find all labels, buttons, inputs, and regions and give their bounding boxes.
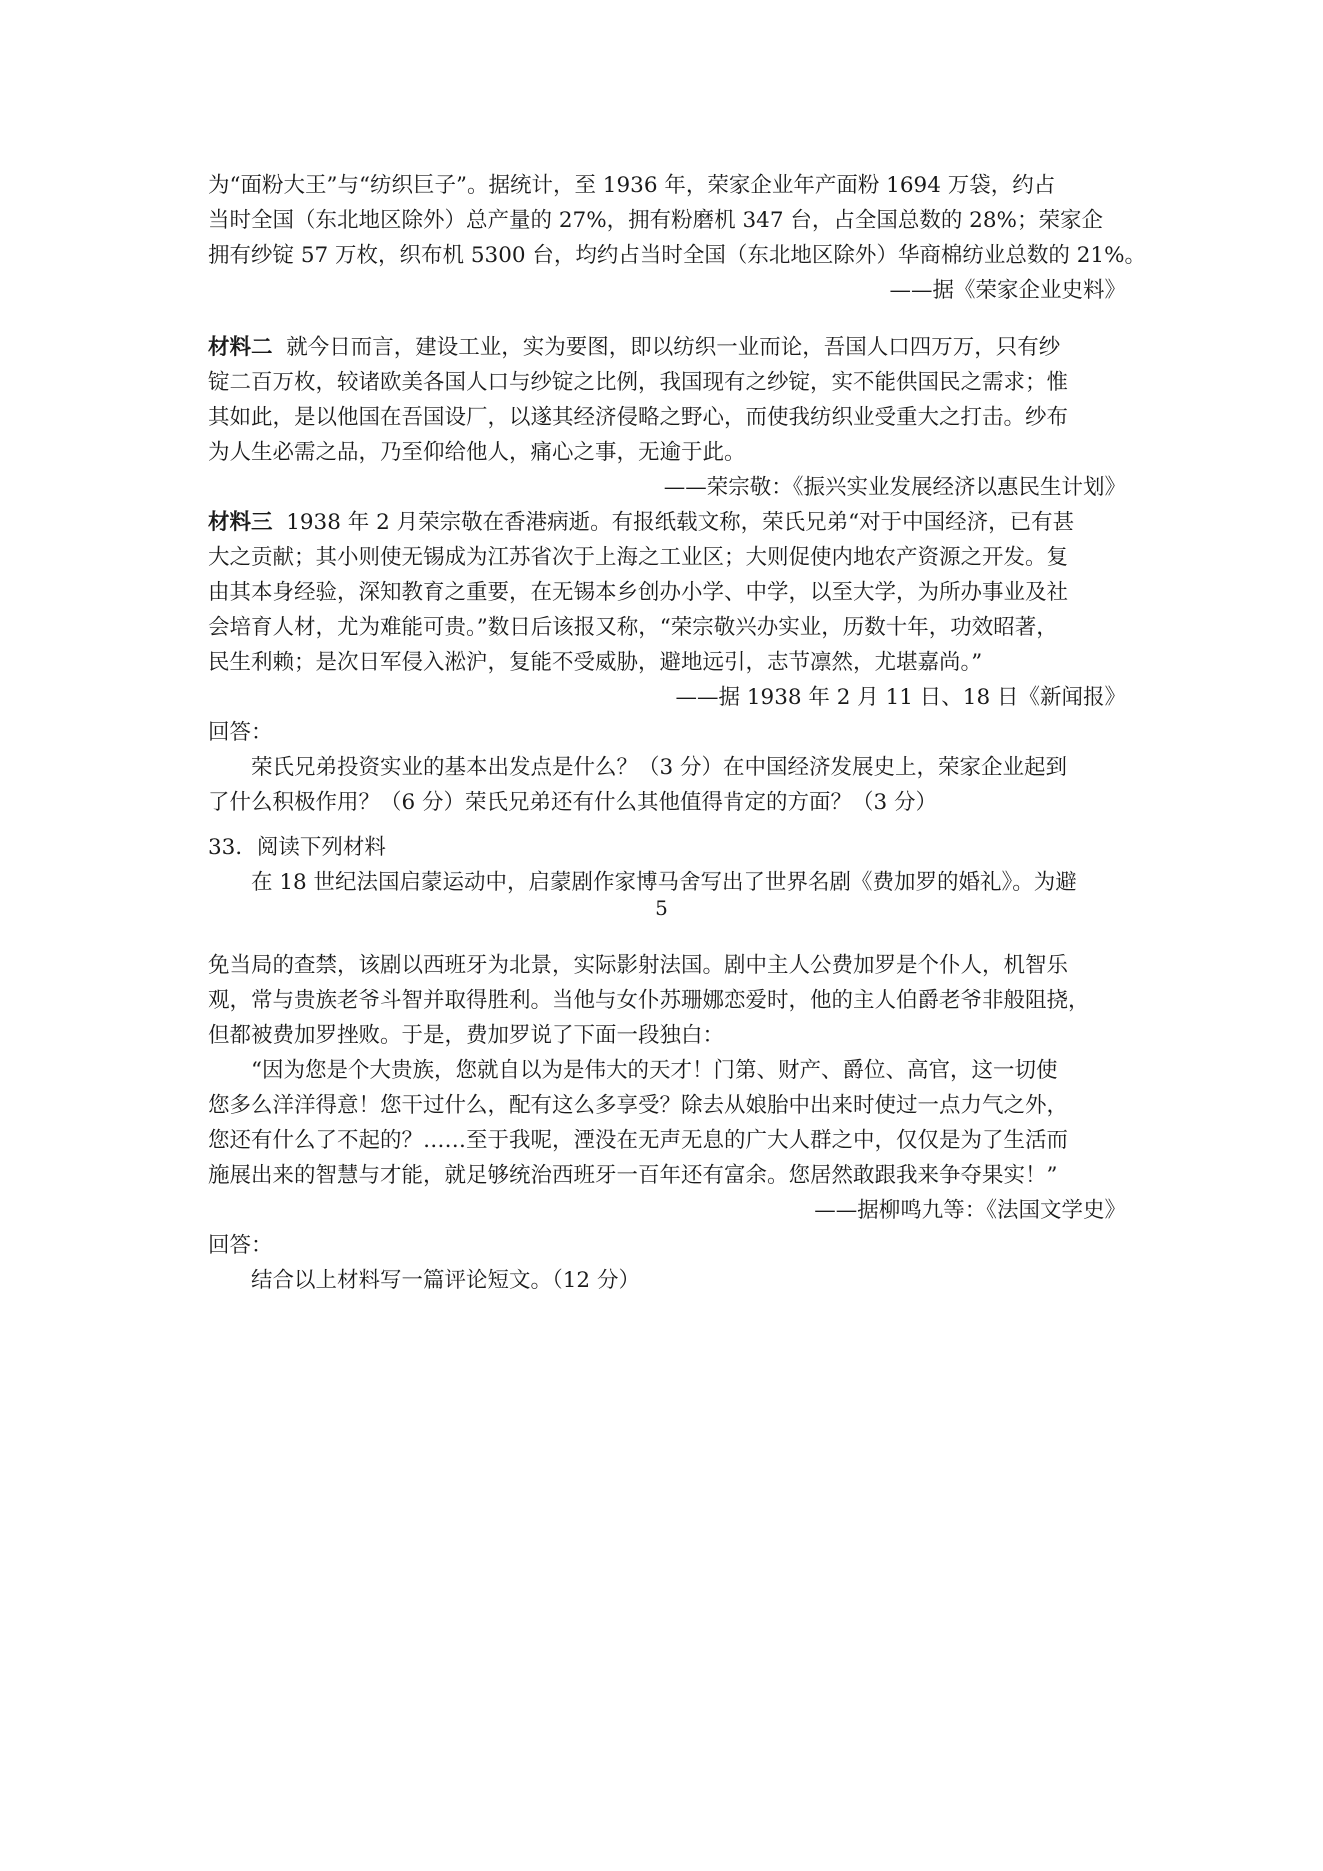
text-line: 为人生必需之品，乃至仰给他人，痛心之事，无逾于此。 [208, 440, 746, 465]
question-33 [208, 830, 1126, 900]
question-text: 荣氏兄弟投资实业的基本出发点是什么？（3 分）在中国经济发展史上，荣家企业起到 [251, 755, 1068, 780]
quote-line: “因为您是个大贵族，您就自以为是伟大的天才！门第、财产、爵位、高官，这一切使 [251, 1058, 1058, 1083]
question-text: 了什么积极作用？（6 分）荣氏兄弟还有什么其他值得肯定的方面？（3 分） [208, 790, 938, 815]
source-citation: ——据 1938 年 2 月 11 日、18 日《新闻报》 [675, 685, 1126, 710]
text-line: 为“面粉大王”与“纺织巨子”。据统计，至 1936 年，荣家企业年产面粉 1694 万袋，约占 [208, 173, 1056, 198]
material-three [208, 505, 1126, 715]
answer-block-32 [208, 715, 1126, 820]
text-line: 1938 年 2 月荣宗敬在香港病逝。有报纸载文称，荣氏兄弟“对于中国经济，已有甚 [286, 510, 1075, 535]
text-line: 会培育人材，尤为难能可贵。”数日后该报又称，“荣宗敬兴办实业，历数十年，功效昭著， [208, 615, 1058, 640]
text-line: 免当局的查禁，该剧以西班牙为北景，实际影射法国。剧中主人公费加罗是个仆人，机智乐 [208, 953, 1069, 978]
answer-label: 回答： [208, 1233, 273, 1258]
quote-line: 施展出来的智慧与才能，就足够统治西班牙一百年还有富余。您居然敢跟我来争夺果实！” [208, 1163, 1058, 1188]
material-label: 材料二 [208, 335, 273, 360]
quote-line: 您还有什么了不起的？……至于我呢，湮没在无声无息的广大人群之中，仅仅是为了生活而 [208, 1128, 1069, 1153]
page-top-section [208, 168, 1147, 900]
page-number: 5 [655, 896, 668, 920]
text-line: 锭二百万枚，较诸欧美各国人口与纱锭之比例，我国现有之纱锭，实不能供国民之需求；惟 [208, 370, 1069, 395]
question-text: 结合以上材料写一篇评论短文。（12 分） [251, 1268, 640, 1293]
text-line: 观，常与贵族老爷斗智并取得胜利。当他与女仆苏珊娜恋爱时，他的主人伯爵老爷非般阻挠， [208, 988, 1090, 1013]
source-citation: ——据柳鸣九等：《法国文学史》 [814, 1198, 1126, 1223]
answer-label: 回答： [208, 720, 273, 745]
quote-line: 您多么洋洋得意！您干过什么，配有这么多享受？除去从娘胎中出来时使过一点力气之外， [208, 1093, 1069, 1118]
material-one-tail [208, 168, 1147, 308]
monologue-quote [208, 1053, 1126, 1193]
text-line: 就今日而言，建设工业，实为要图，即以纺织一业而论，吾国人口四万万，只有纱 [286, 335, 1061, 360]
text-line: 大之贡献；其小则使无锡成为江苏省次于上海之工业区；大则促使内地农产资源之开发。复 [208, 545, 1069, 570]
text-line: 在 18 世纪法国启蒙运动中，启蒙剧作家博马舍写出了世界名剧《费加罗的婚礼》。为避 [251, 870, 1077, 895]
spacer [208, 308, 1126, 330]
spacer [208, 820, 1126, 830]
text-line: 但都被费加罗挫败。于是，费加罗说了下面一段独白： [208, 1023, 725, 1048]
text-line: 其如此，是以他国在吾国设厂，以遂其经济侵略之野心，而使我纺织业受重大之打击。纱布 [208, 405, 1069, 430]
text-line: 由其本身经验，深知教育之重要，在无锡本乡创办小学、中学，以至大学，为所办事业及社 [208, 580, 1069, 605]
material-label: 材料三 [208, 510, 273, 535]
source-citation: ——荣宗敬：《振兴实业发展经济以惠民生计划》 [663, 475, 1126, 500]
page-bottom-section [208, 948, 1126, 1298]
material-two [208, 330, 1126, 505]
text-line: 民生利赖；是次日军侵入淞沪，复能不受威胁，避地远引，志节凛然，尤堪嘉尚。” [208, 650, 983, 675]
question-title: 33．阅读下列材料 [208, 835, 386, 860]
text-line: 拥有纱锭 57 万枚，织布机 5300 台，均约占当时全国（东北地区除外）华商棉纺业总数的 21%。 [208, 243, 1147, 268]
source-citation: ——据《荣家企业史料》 [889, 278, 1126, 303]
text-line: 当时全国（东北地区除外）总产量的 27%，拥有粉磨机 347 台，占全国总数的 28%；荣家企 [208, 208, 1103, 233]
